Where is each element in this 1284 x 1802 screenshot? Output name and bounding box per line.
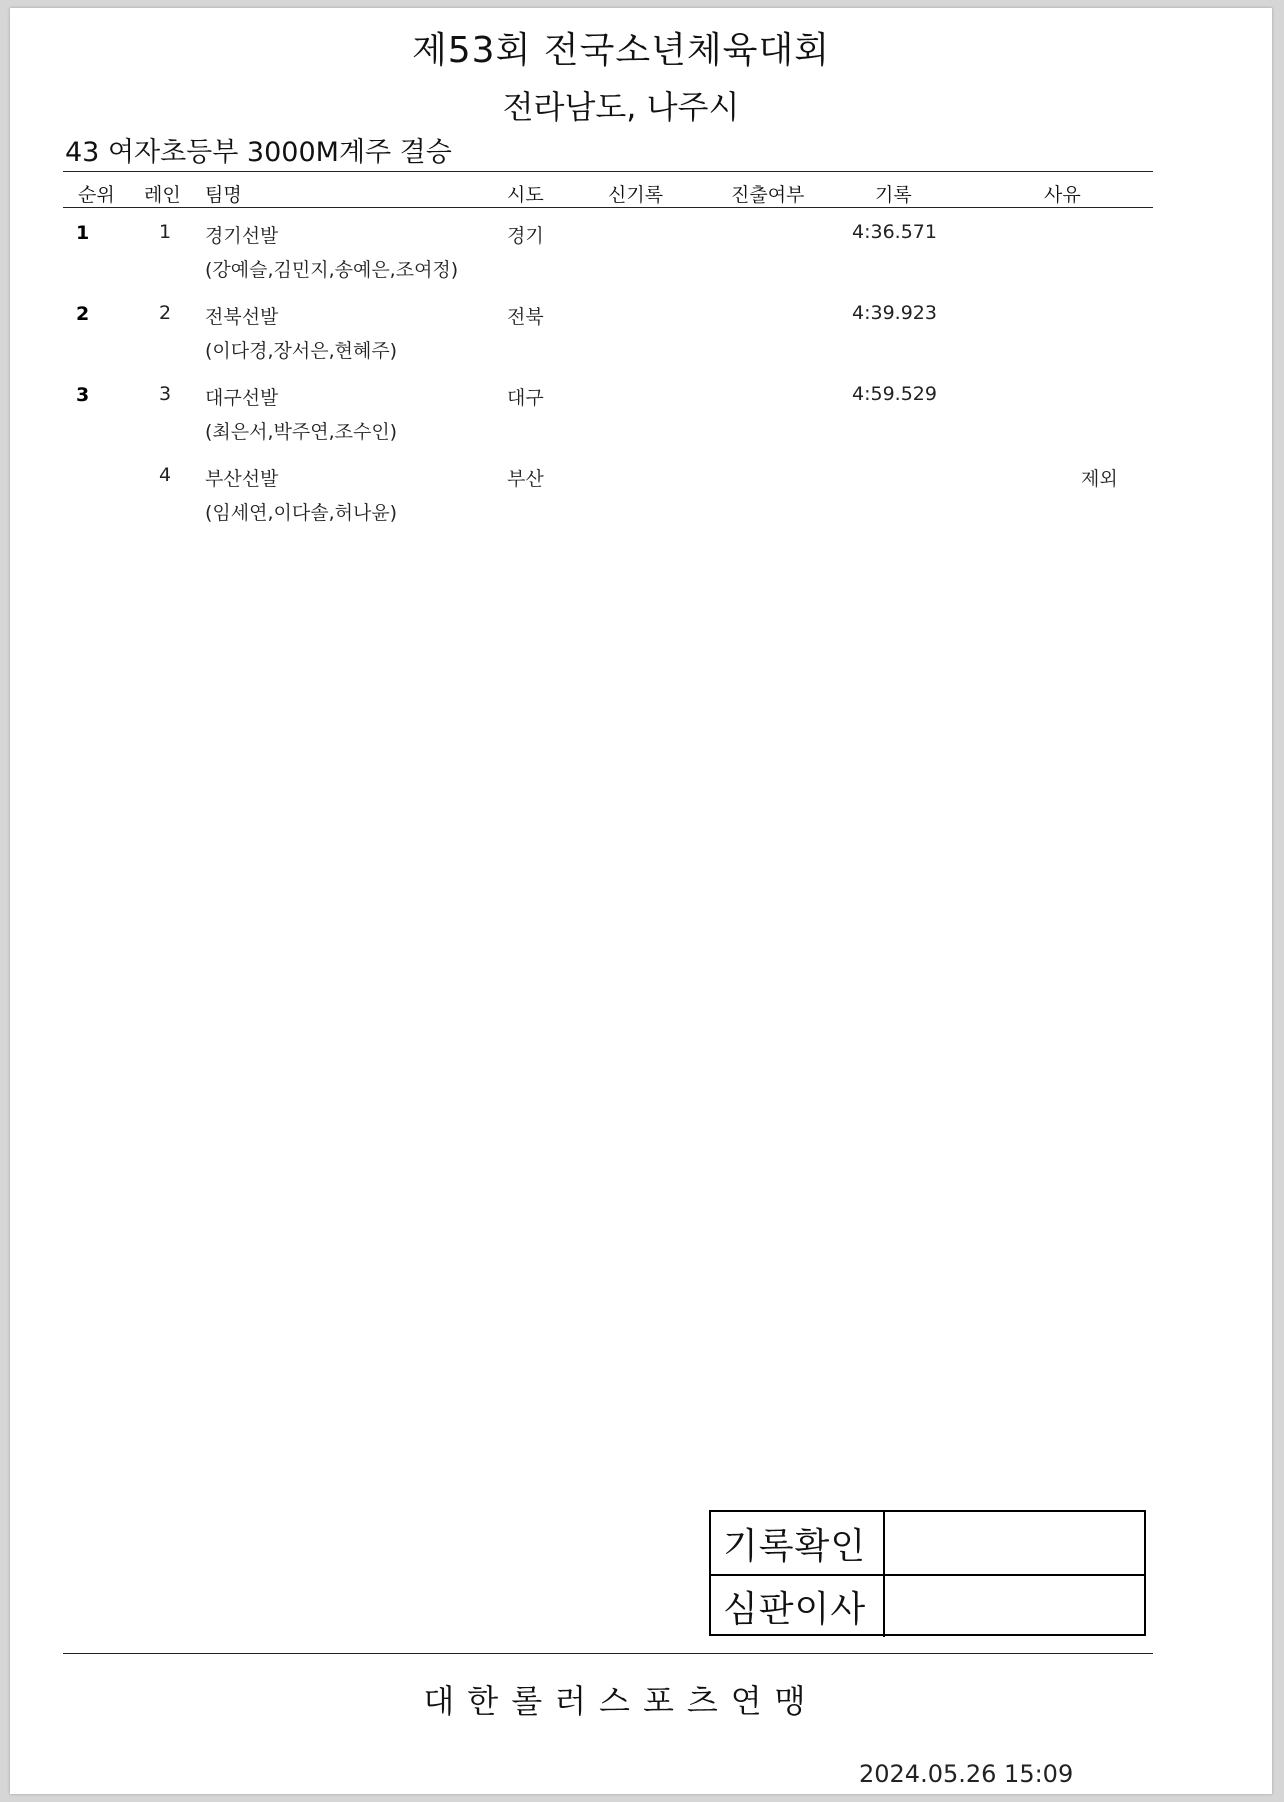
reason-cell: 제외: [1081, 468, 1118, 490]
confirmation-box: [709, 1510, 1146, 1636]
region-cell: 대구: [507, 387, 544, 409]
lane-cell: 4: [159, 464, 172, 486]
column-header-reason: 사유: [1044, 184, 1081, 206]
confirm-divider: [883, 1575, 885, 1637]
region-cell: 전북: [507, 306, 544, 328]
lane-cell: 3: [159, 383, 172, 405]
event-title: 43 여자초등부 3000M계주 결승: [65, 137, 452, 168]
column-header-advance: 진출여부: [731, 184, 805, 206]
region-cell: 부산: [507, 468, 544, 490]
column-header-record: 기록: [875, 184, 912, 206]
team-members-cell: (이다경,장서은,현혜주): [205, 340, 398, 362]
column-header-team: 팀명: [205, 184, 242, 206]
competition-location: 전라남도, 나주시: [502, 88, 740, 126]
confirm-divider: [883, 1512, 885, 1574]
print-datetime: 2024.05.26 15:09: [859, 1760, 1074, 1788]
record-check-row: [711, 1512, 1144, 1576]
referee-row: [711, 1575, 1144, 1637]
referee-signature-field[interactable]: [887, 1575, 1144, 1637]
team-name-cell: 부산선발: [205, 468, 279, 490]
team-members-cell: (최은서,박주연,조수인): [205, 421, 398, 443]
region-cell: 경기: [507, 225, 544, 247]
results-sheet: [10, 8, 1272, 1794]
column-header-region: 시도: [507, 184, 544, 206]
header-top-rule: [63, 171, 1153, 172]
rank-cell: 1: [76, 222, 90, 244]
team-members-cell: (강예슬,김민지,송예은,조여정): [205, 259, 459, 281]
team-members-cell: (임세연,이다솔,허나윤): [205, 502, 398, 524]
competition-title: 제53회 전국소년체육대회: [411, 30, 830, 71]
record-cell: 4:36.571: [852, 221, 937, 243]
lane-cell: 2: [159, 302, 172, 324]
header-bottom-rule: [63, 207, 1153, 208]
team-name-cell: 전북선발: [205, 306, 279, 328]
record-cell: 4:39.923: [852, 302, 937, 324]
referee-label: 심판이사: [723, 1589, 867, 1630]
record-cell: 4:59.529: [852, 383, 937, 405]
rank-cell: 3: [76, 384, 90, 406]
footer-rule: [63, 1653, 1153, 1654]
rank-cell: 2: [76, 303, 90, 325]
lane-cell: 1: [159, 221, 172, 243]
team-name-cell: 경기선발: [205, 225, 279, 247]
record-check-label: 기록확인: [723, 1526, 867, 1567]
organization-name: 대한롤러스포츠연맹: [423, 1682, 819, 1720]
team-name-cell: 대구선발: [205, 387, 279, 409]
column-header-lane: 레인: [144, 184, 181, 206]
column-header-rank: 순위: [78, 184, 115, 206]
record-check-signature-field[interactable]: [887, 1512, 1144, 1574]
column-header-new-record: 신기록: [608, 184, 664, 206]
